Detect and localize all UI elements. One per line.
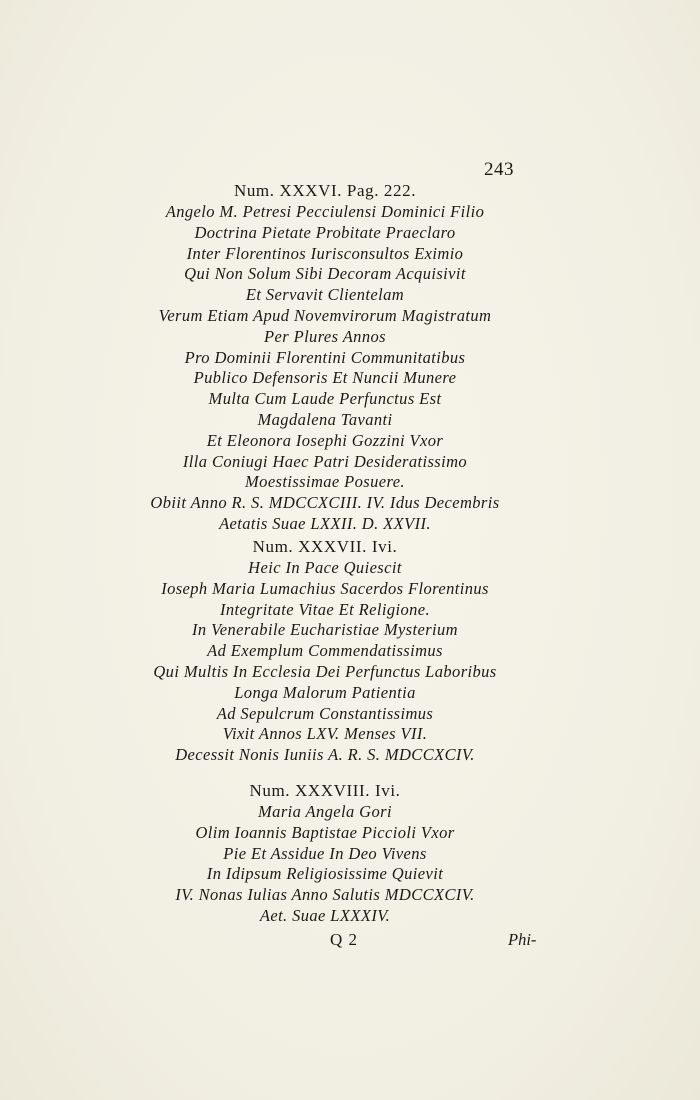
epitaph-line: In Venerabile Eucharistiae Mysterium: [192, 620, 458, 640]
epitaph-line: Longa Malorum Patientia: [234, 682, 416, 702]
epitaph-line: Maria Angela Gori: [258, 802, 392, 821]
epitaph-xxxviii: [100, 780, 550, 927]
epitaph-line: Pro Dominii Florentini Communitatibus: [184, 347, 466, 367]
epitaph-heading: Num. XXXVI. Pag. 222.: [233, 181, 417, 200]
epitaph-line: Olim Ioannis Baptistae Piccioli Vxor: [195, 822, 455, 842]
epitaph-line: Aet. Suae LXXXIV.: [259, 905, 391, 925]
epitaph-xxxvii: [100, 536, 550, 766]
epitaph-line: Verum Etiam Apud Novemvirorum Magistratum: [158, 305, 492, 325]
epitaph-line: Ad Sepulcrum Constantissimus: [216, 703, 434, 723]
epitaph-heading: Num. XXXVIII. Ivi.: [249, 781, 401, 800]
epitaph-line: Qui Non Solum Sibi Decoram Acquisivit: [184, 264, 466, 284]
epitaph-line: Qui Multis In Ecclesia Dei Perfunctus Laboribus: [153, 661, 497, 681]
epitaph-line: Ad Exemplum Commendatissimus: [207, 641, 443, 661]
epitaph-line: Aetatis Suae LXXII. D. XXVII.: [219, 513, 431, 533]
epitaph-line: Moestissimae Posuere.: [245, 472, 405, 492]
signature-mark: Q 2: [330, 930, 359, 949]
epitaph-line: Vixit Annos LXV. Menses VII.: [222, 724, 428, 744]
epitaph-line: Decessit Nonis Iuniis A. R. S. MDCCXCIV.: [175, 745, 475, 765]
epitaph-line: In Idipsum Religiosissime Quievit: [206, 864, 444, 884]
epitaph-line: Multa Cum Laude Perfunctus Est: [208, 389, 442, 409]
epitaph-heading: Num. XXXVII. Ivi.: [252, 537, 398, 556]
epitaph-line: Obiit Anno R. S. MDCCXCIII. IV. Idus Decembris: [150, 493, 500, 513]
epitaph-xxxvi: [100, 180, 550, 535]
epitaph-line: Inter Florentinos Iurisconsultos Eximio: [186, 243, 464, 263]
epitaph-line: IV. Nonas Iulias Anno Salutis MDCCXCIV.: [175, 885, 475, 905]
epitaph-line: Et Eleonora Iosephi Gozzini Vxor: [206, 430, 444, 450]
epitaph-line: Pie Et Assidue In Deo Vivens: [223, 843, 427, 863]
epitaph-line: Angelo M. Petresi Pecciulensi Dominici Filio: [165, 202, 485, 221]
epitaph-line: Illa Coniugi Haec Patri Desideratissimo: [182, 451, 468, 471]
catchword: Phi-: [508, 930, 537, 949]
page-number: 243: [484, 159, 514, 180]
epitaph-line: Publico Defensoris Et Nuncii Munere: [193, 368, 457, 388]
epitaph-line: Ioseph Maria Lumachius Sacerdos Florentinus: [161, 578, 489, 598]
epitaph-line: Per Plures Annos: [264, 326, 386, 346]
epitaph-line: Heic In Pace Quiescit: [248, 558, 402, 577]
epitaph-line: Et Servavit Clientelam: [245, 285, 405, 305]
epitaph-line: Doctrina Pietate Probitate Praeclaro: [194, 222, 456, 242]
epitaph-line: Magdalena Tavanti: [257, 409, 393, 429]
epitaph-line: Integritate Vitae Et Religione.: [219, 599, 431, 619]
